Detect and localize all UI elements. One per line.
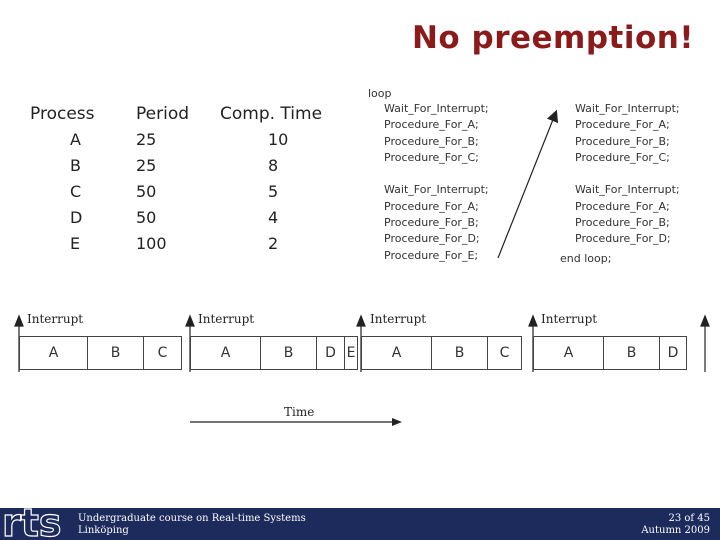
code-line: Procedure_For_B; (384, 134, 479, 148)
header-comp-time: Comp. Time (220, 104, 323, 124)
code-block-right (575, 101, 680, 248)
slot-b: B (88, 337, 144, 369)
code-line: Procedure_For_B; (384, 216, 479, 230)
slot-a: A (20, 337, 88, 369)
process-period: 50 (136, 182, 157, 201)
frame-1 (19, 336, 182, 370)
interrupt-label: Interrupt (541, 312, 598, 326)
process-name: C (70, 182, 82, 201)
code-line: Wait_For_Interrupt; (575, 102, 680, 115)
process-comp-time: 5 (268, 182, 279, 201)
code-line: Procedure_For_B; (575, 134, 670, 148)
course-name: Undergraduate course on Real-time Systems (78, 513, 306, 524)
footer-course (78, 513, 306, 537)
slot-e: E (346, 345, 356, 361)
footer-meta (641, 513, 710, 537)
slot-a: A (191, 337, 261, 369)
code-line: Procedure_For_A; (575, 118, 670, 132)
interrupt-label: Interrupt (370, 312, 427, 326)
process-name: A (70, 130, 81, 149)
logo-text: rts (2, 501, 62, 540)
rts-logo-icon (0, 492, 70, 540)
slot-b: B (261, 337, 317, 369)
loop-keyword: loop (368, 87, 392, 100)
term: Autumn 2009 (641, 525, 710, 536)
header-process: Process (30, 104, 95, 124)
code-line: Procedure_For_A; (384, 199, 479, 213)
course-location: Linköping (78, 525, 129, 536)
slot-b: B (604, 337, 660, 369)
code-line (575, 166, 680, 182)
time-label: Time (284, 405, 315, 419)
process-name: E (70, 234, 81, 253)
code-line: Procedure_For_E; (384, 248, 479, 262)
process-name: B (70, 156, 81, 175)
process-period: 100 (136, 234, 167, 253)
interrupt-label: Interrupt (198, 312, 255, 326)
slot-b: B (432, 337, 488, 369)
code-line: Procedure_For_C; (575, 150, 670, 164)
code-line: Wait_For_Interrupt; (575, 183, 680, 197)
time-arrow (188, 414, 408, 430)
process-period: 50 (136, 208, 157, 227)
process-comp-time: 8 (268, 156, 279, 175)
slot-c: C (157, 345, 168, 361)
code-line: Wait_For_Interrupt; (384, 183, 489, 197)
code-line: Procedure_For_C; (384, 150, 479, 164)
process-comp-time: 2 (268, 234, 279, 253)
end-loop-keyword: end loop; (560, 252, 612, 265)
page-number: 23 of 45 (668, 513, 710, 524)
slot-d: D (667, 345, 679, 361)
slot-c: C (499, 345, 510, 361)
interrupt-label: Interrupt (27, 312, 84, 326)
code-line: Procedure_For_A; (575, 199, 670, 213)
frame-2 (190, 336, 358, 370)
process-comp-time: 4 (268, 208, 279, 227)
code-line (384, 166, 489, 182)
code-line: Procedure_For_D; (575, 232, 671, 246)
slot-d: D (317, 337, 345, 369)
frame-3 (361, 336, 522, 370)
process-period: 25 (136, 156, 157, 175)
process-comp-time: 10 (268, 130, 289, 149)
code-line: Procedure_For_A; (384, 118, 479, 132)
code-line: Procedure_For_B; (575, 216, 670, 230)
process-period: 25 (136, 130, 157, 149)
slot-a: A (362, 337, 432, 369)
process-name: D (70, 208, 83, 227)
code-line: Wait_For_Interrupt; (384, 102, 489, 115)
loop-back-arrow (490, 100, 570, 270)
slide-title: No preemption! (411, 20, 694, 56)
code-block-left (384, 101, 489, 264)
slot-a: A (534, 337, 604, 369)
header-period: Period (136, 104, 190, 124)
frame-4 (533, 336, 687, 370)
code-line: Procedure_For_D; (384, 232, 480, 246)
